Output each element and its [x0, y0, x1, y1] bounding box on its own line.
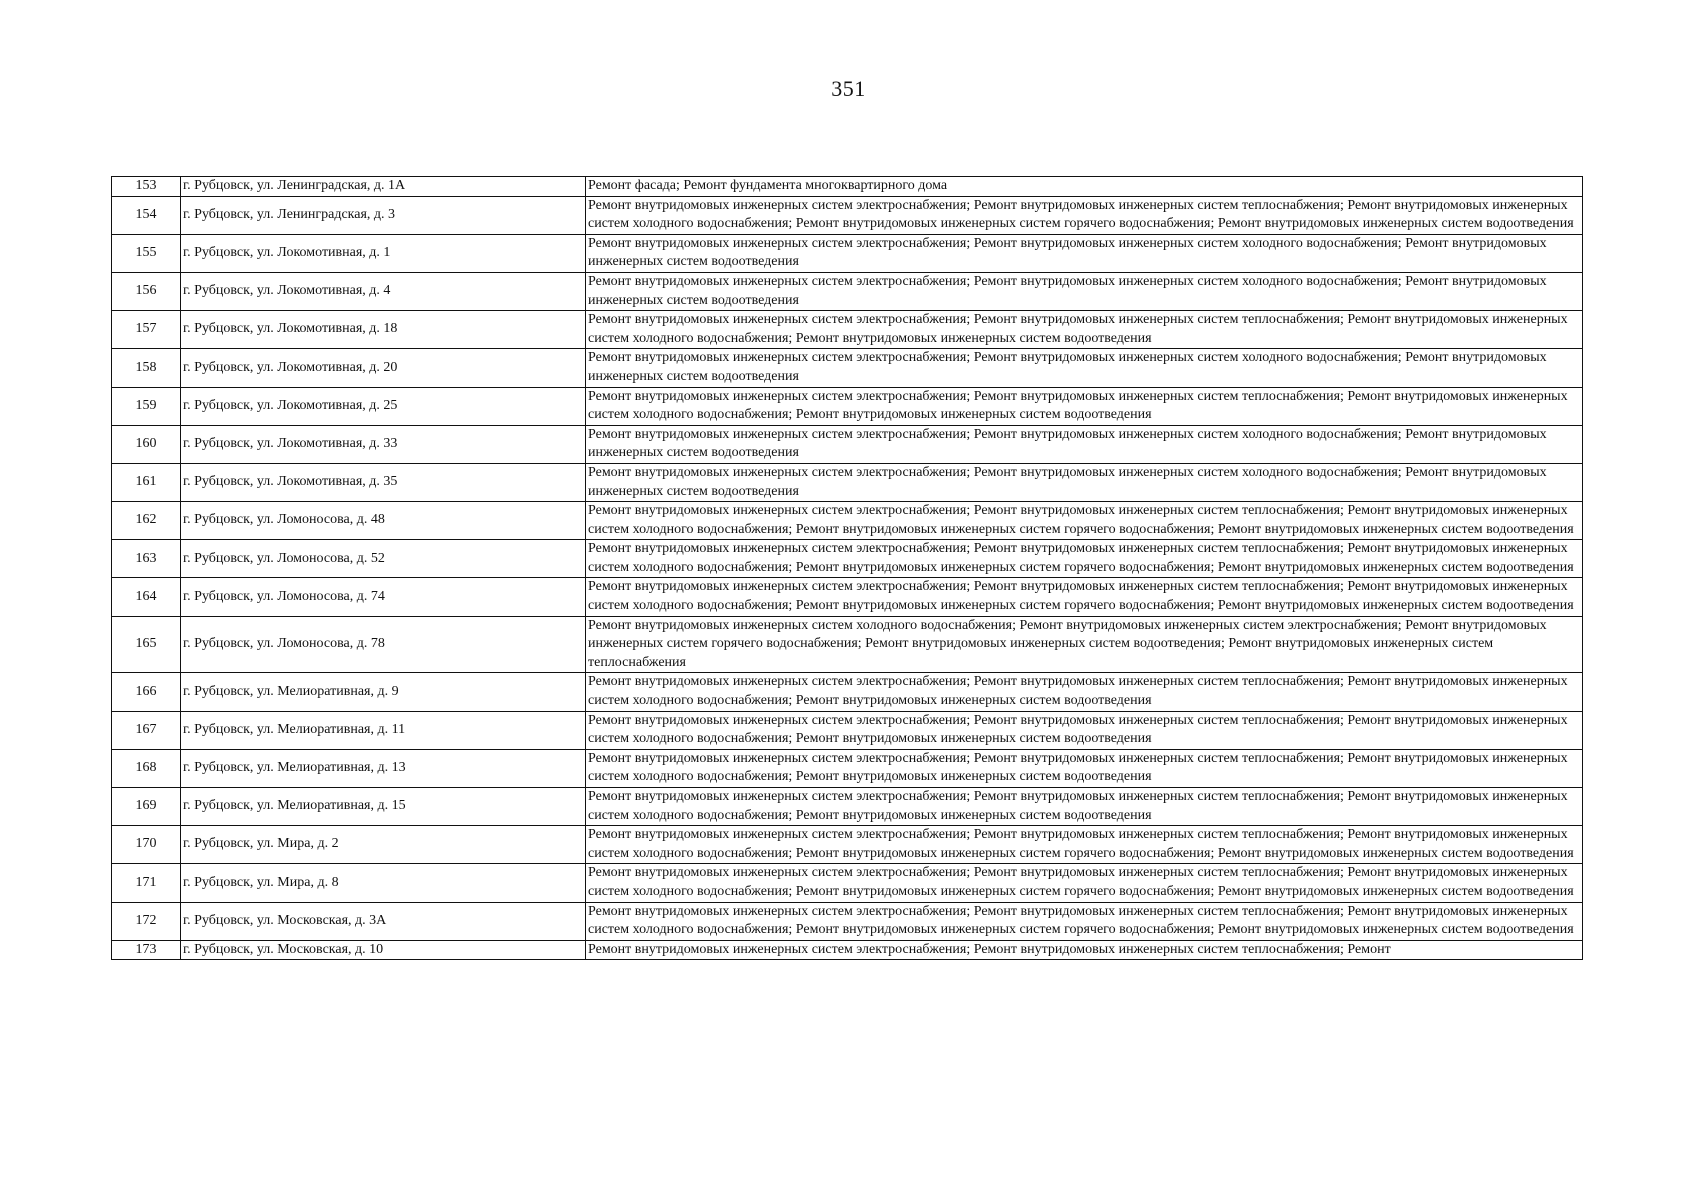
- table-row: [112, 616, 1583, 673]
- row-number: 171: [112, 864, 181, 902]
- row-number: 166: [112, 673, 181, 711]
- row-number: 157: [112, 311, 181, 349]
- table-row: [112, 387, 1583, 425]
- table-row: [112, 425, 1583, 463]
- table-row: [112, 826, 1583, 864]
- works-cell: Ремонт фасада; Ремонт фундамента многоквартирного дома: [586, 177, 1583, 197]
- address-cell: г. Рубцовск, ул. Московская, д. 10: [181, 940, 586, 960]
- row-number: 158: [112, 349, 181, 387]
- row-number: 172: [112, 902, 181, 940]
- row-number: 165: [112, 616, 181, 673]
- table-row: [112, 349, 1583, 387]
- works-cell: Ремонт внутридомовых инженерных систем электроснабжения; Ремонт внутридомовых инженерных систем холодного водоснабжения; Ремонт внутридомовых инженерных систем водоотведения: [586, 349, 1583, 387]
- works-cell: Ремонт внутридомовых инженерных систем электроснабжения; Ремонт внутридомовых инженерных систем теплоснабжения; Ремонт внутридомовых инженерных систем холодного водоснабжения; Ремонт внутридомовых инженерных систем горячего водоснабжения; Ремонт внутридомовых инженерных систем водоотведения: [586, 578, 1583, 616]
- address-cell: г. Рубцовск, ул. Мелиоративная, д. 9: [181, 673, 586, 711]
- row-number: 162: [112, 502, 181, 540]
- works-cell: Ремонт внутридомовых инженерных систем электроснабжения; Ремонт внутридомовых инженерных систем холодного водоснабжения; Ремонт внутридомовых инженерных систем водоотведения: [586, 272, 1583, 310]
- table-row: [112, 196, 1583, 234]
- address-cell: г. Рубцовск, ул. Московская, д. 3А: [181, 902, 586, 940]
- table-row: [112, 578, 1583, 616]
- address-cell: г. Рубцовск, ул. Мелиоративная, д. 15: [181, 788, 586, 826]
- works-cell: Ремонт внутридомовых инженерных систем электроснабжения; Ремонт внутридомовых инженерных систем теплоснабжения; Ремонт внутридомовых инженерных систем холодного водоснабжения; Ремонт внутридомовых инженерных систем водоотведения: [586, 749, 1583, 787]
- address-cell: г. Рубцовск, ул. Мира, д. 8: [181, 864, 586, 902]
- address-cell: г. Рубцовск, ул. Мира, д. 2: [181, 826, 586, 864]
- works-cell: Ремонт внутридомовых инженерных систем электроснабжения; Ремонт внутридомовых инженерных систем теплоснабжения; Ремонт внутридомовых инженерных систем холодного водоснабжения; Ремонт внутридомовых инженерных систем водоотведения: [586, 387, 1583, 425]
- works-cell: Ремонт внутридомовых инженерных систем электроснабжения; Ремонт внутридомовых инженерных систем теплоснабжения; Ремонт внутридомовых инженерных систем холодного водоснабжения; Ремонт внутридомовых инженерных систем горячего водоснабжения; Ремонт внутридомовых инженерных систем водоотведения: [586, 864, 1583, 902]
- address-cell: г. Рубцовск, ул. Ленинградская, д. 1А: [181, 177, 586, 197]
- address-cell: г. Рубцовск, ул. Мелиоративная, д. 11: [181, 711, 586, 749]
- works-cell: [586, 940, 1583, 960]
- works-cell: Ремонт внутридомовых инженерных систем электроснабжения; Ремонт внутридомовых инженерных систем холодного водоснабжения; Ремонт внутридомовых инженерных систем водоотведения: [586, 234, 1583, 272]
- table-row: [112, 177, 1583, 197]
- works-cell: Ремонт внутридомовых инженерных систем холодного водоснабжения; Ремонт внутридомовых инженерных систем электроснабжения; Ремонт внутридомовых инженерных систем горячего водоснабжения; Ремонт внутридомовых инженерных систем водоотведения; Ремонт внутридомовых инженерных систем теплоснабжения: [586, 616, 1583, 673]
- page-number: 351: [831, 76, 866, 101]
- works-cell: Ремонт внутридомовых инженерных систем электроснабжения; Ремонт внутридомовых инженерных систем теплоснабжения; Ремонт внутридомовых инженерных систем холодного водоснабжения; Ремонт внутридомовых инженерных систем горячего водоснабжения; Ремонт внутридомовых инженерных систем водоотведения: [586, 902, 1583, 940]
- row-number: 169: [112, 788, 181, 826]
- table-row: [112, 673, 1583, 711]
- address-cell: г. Рубцовск, ул. Локомотивная, д. 1: [181, 234, 586, 272]
- row-number: 167: [112, 711, 181, 749]
- row-number: 155: [112, 234, 181, 272]
- works-cell: Ремонт внутридомовых инженерных систем электроснабжения; Ремонт внутридомовых инженерных систем теплоснабжения; Ремонт внутридомовых инженерных систем холодного водоснабжения; Ремонт внутридомовых инженерных систем горячего водоснабжения; Ремонт внутридомовых инженерных систем водоотведения: [586, 196, 1583, 234]
- row-number: 168: [112, 749, 181, 787]
- works-cell: Ремонт внутридомовых инженерных систем электроснабжения; Ремонт внутридомовых инженерных систем теплоснабжения; Ремонт внутридомовых инженерных систем холодного водоснабжения; Ремонт внутридомовых инженерных систем водоотведения: [586, 788, 1583, 826]
- row-number: 164: [112, 578, 181, 616]
- row-number: 173: [112, 940, 181, 960]
- works-text: Ремонт внутридомовых инженерных систем электроснабжения; Ремонт внутридомовых инженерных систем теплоснабжения; Ремонт: [588, 941, 1391, 957]
- address-cell: г. Рубцовск, ул. Локомотивная, д. 20: [181, 349, 586, 387]
- table-row: [112, 463, 1583, 501]
- row-number: 163: [112, 540, 181, 578]
- address-cell: г. Рубцовск, ул. Ломоносова, д. 52: [181, 540, 586, 578]
- works-cell: Ремонт внутридомовых инженерных систем электроснабжения; Ремонт внутридомовых инженерных систем холодного водоснабжения; Ремонт внутридомовых инженерных систем водоотведения: [586, 425, 1583, 463]
- row-number: 159: [112, 387, 181, 425]
- table-row: [112, 940, 1583, 960]
- table-row: [112, 272, 1583, 310]
- table-row: [112, 711, 1583, 749]
- row-number: 154: [112, 196, 181, 234]
- table-row: [112, 540, 1583, 578]
- row-number: 161: [112, 463, 181, 501]
- works-cell: Ремонт внутридомовых инженерных систем электроснабжения; Ремонт внутридомовых инженерных систем теплоснабжения; Ремонт внутридомовых инженерных систем холодного водоснабжения; Ремонт внутридомовых инженерных систем водоотведения: [586, 311, 1583, 349]
- address-cell: г. Рубцовск, ул. Локомотивная, д. 33: [181, 425, 586, 463]
- works-cell: Ремонт внутридомовых инженерных систем электроснабжения; Ремонт внутридомовых инженерных систем теплоснабжения; Ремонт внутридомовых инженерных систем холодного водоснабжения; Ремонт внутридомовых инженерных систем водоотведения: [586, 711, 1583, 749]
- address-cell: г. Рубцовск, ул. Ленинградская, д. 3: [181, 196, 586, 234]
- repair-works-table: [111, 176, 1583, 960]
- table-body: [112, 177, 1583, 960]
- address-cell: г. Рубцовск, ул. Локомотивная, д. 35: [181, 463, 586, 501]
- works-cell: Ремонт внутридомовых инженерных систем электроснабжения; Ремонт внутридомовых инженерных систем теплоснабжения; Ремонт внутридомовых инженерных систем холодного водоснабжения; Ремонт внутридомовых инженерных систем горячего водоснабжения; Ремонт внутридомовых инженерных систем водоотведения: [586, 826, 1583, 864]
- address-cell: г. Рубцовск, ул. Локомотивная, д. 4: [181, 272, 586, 310]
- address-cell: г. Рубцовск, ул. Локомотивная, д. 18: [181, 311, 586, 349]
- address-cell: г. Рубцовск, ул. Ломоносова, д. 74: [181, 578, 586, 616]
- address-cell: г. Рубцовск, ул. Мелиоративная, д. 13: [181, 749, 586, 787]
- table-row: [112, 311, 1583, 349]
- works-cell: Ремонт внутридомовых инженерных систем электроснабжения; Ремонт внутридомовых инженерных систем холодного водоснабжения; Ремонт внутридомовых инженерных систем водоотведения: [586, 463, 1583, 501]
- table-row: [112, 234, 1583, 272]
- table-row: [112, 502, 1583, 540]
- table-row: [112, 788, 1583, 826]
- address-cell: г. Рубцовск, ул. Ломоносова, д. 78: [181, 616, 586, 673]
- works-cell: Ремонт внутридомовых инженерных систем электроснабжения; Ремонт внутридомовых инженерных систем теплоснабжения; Ремонт внутридомовых инженерных систем холодного водоснабжения; Ремонт внутридомовых инженерных систем водоотведения: [586, 673, 1583, 711]
- row-number: 156: [112, 272, 181, 310]
- works-cell: Ремонт внутридомовых инженерных систем электроснабжения; Ремонт внутридомовых инженерных систем теплоснабжения; Ремонт внутридомовых инженерных систем холодного водоснабжения; Ремонт внутридомовых инженерных систем горячего водоснабжения; Ремонт внутридомовых инженерных систем водоотведения: [586, 540, 1583, 578]
- row-number: 153: [112, 177, 181, 197]
- table-row: [112, 864, 1583, 902]
- address-cell: г. Рубцовск, ул. Локомотивная, д. 25: [181, 387, 586, 425]
- row-number: 170: [112, 826, 181, 864]
- table-row: [112, 749, 1583, 787]
- works-cell: Ремонт внутридомовых инженерных систем электроснабжения; Ремонт внутридомовых инженерных систем теплоснабжения; Ремонт внутридомовых инженерных систем холодного водоснабжения; Ремонт внутридомовых инженерных систем горячего водоснабжения; Ремонт внутридомовых инженерных систем водоотведения: [586, 502, 1583, 540]
- address-cell: г. Рубцовск, ул. Ломоносова, д. 48: [181, 502, 586, 540]
- table-row: [112, 902, 1583, 940]
- row-number: 160: [112, 425, 181, 463]
